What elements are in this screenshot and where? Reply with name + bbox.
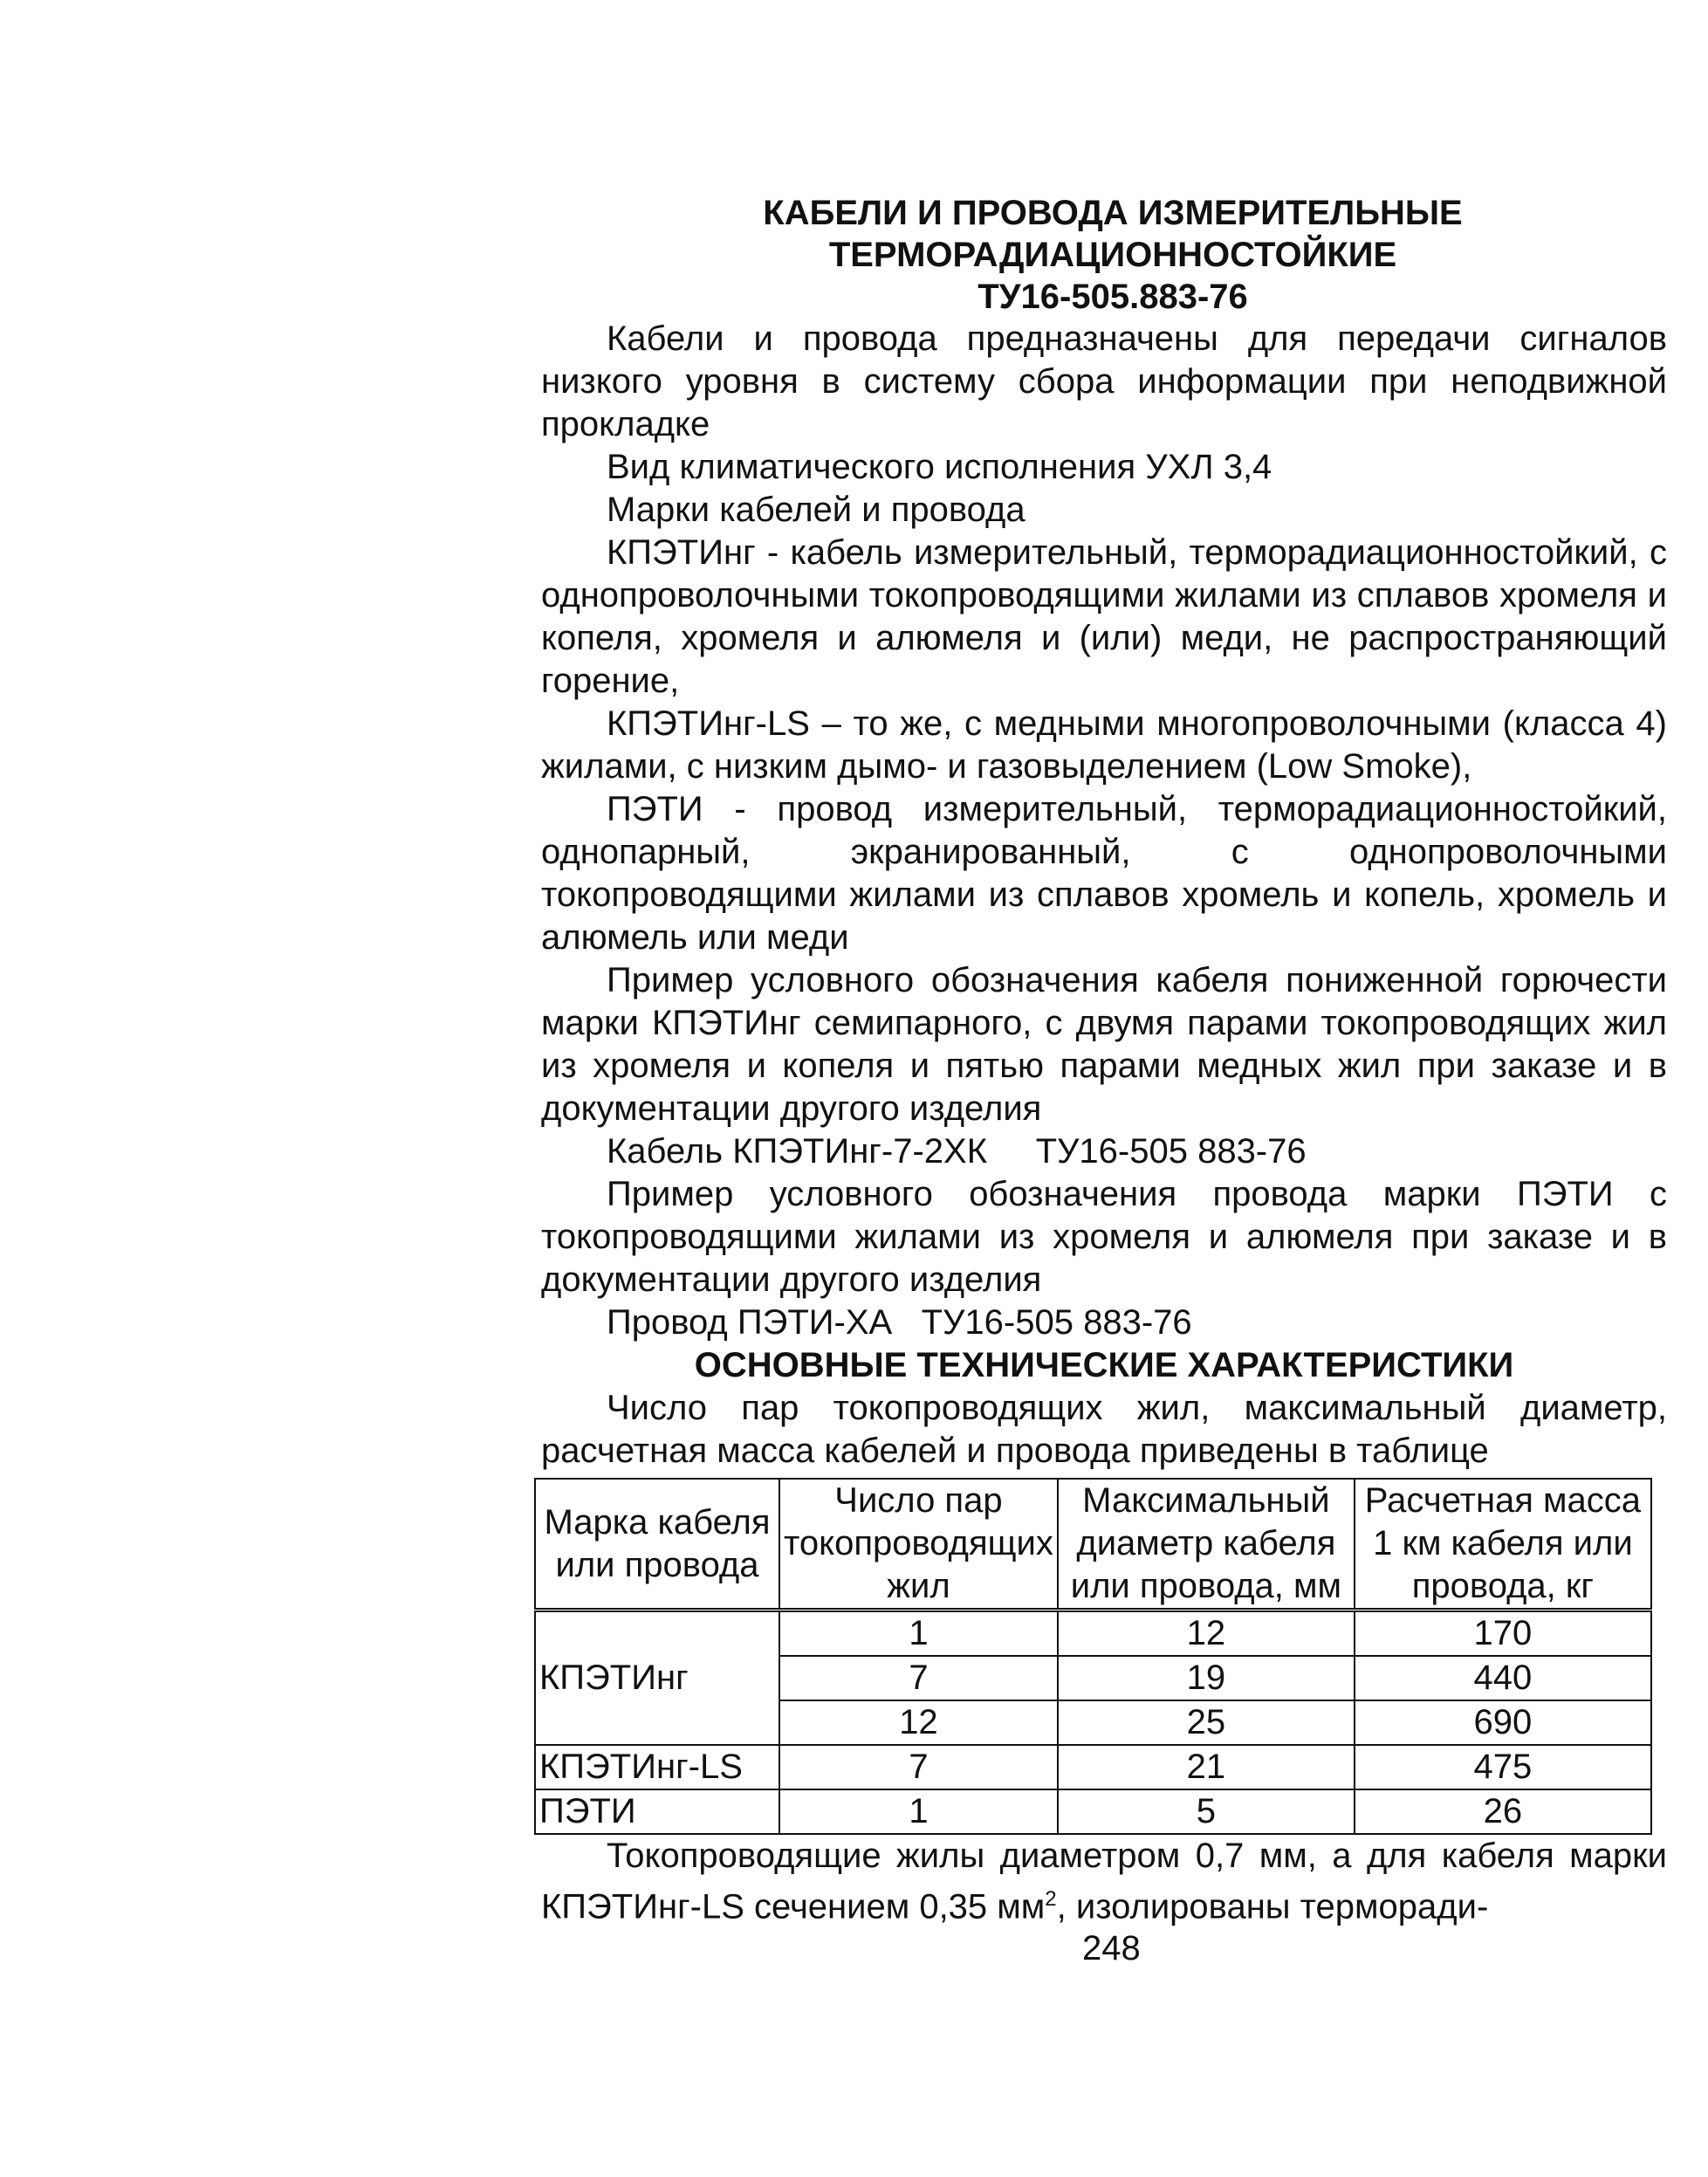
diameter-cell: 12 [1058, 1610, 1355, 1657]
mass-cell: 690 [1355, 1700, 1651, 1745]
conductors-paragraph [541, 1835, 1667, 1928]
title-line-2: ТЕРМОРАДИАЦИОННОСТОЙКИЕ [828, 236, 1397, 274]
example-wire-paragraph: Пример условного обозначения провода марки ПЭТИ с токопроводящими жилами из хромеля и алюмеля при заказе и в документации другого изделия [541, 1175, 1667, 1299]
pairs-cell: 1 [779, 1610, 1058, 1657]
pairs-cell: 1 [779, 1789, 1058, 1834]
page-content [541, 192, 1667, 1928]
peti-description: ПЭТИ - провод измерительный, терморадиационностойкий, однопарный, экранированный, с однопроволочными токопроводящими жилами из сплавов хромель и копель, хромель и алюмель или меди [541, 790, 1667, 957]
document-title [559, 192, 1667, 318]
pairs-cell: 7 [779, 1656, 1058, 1700]
characteristics-table [534, 1478, 1652, 1835]
table-row [535, 1610, 1651, 1657]
kpeting-description: КПЭТИнг - кабель измерительный, терморадиационностойкий, с однопроволочными токопроводящими жилами из сплавов хромеля и копеля, хромеля и алюмеля и (или) меди, не распространяющий горение, [541, 533, 1667, 700]
mass-cell: 440 [1355, 1656, 1651, 1700]
square-superscript: 2 [1045, 1887, 1057, 1911]
header-pairs: Число пар токопроводящих жил [779, 1479, 1058, 1610]
example-cable-code: Кабель КПЭТИнг-7-2ХК ТУ16-505 883-76 [607, 1132, 1307, 1171]
purpose-paragraph: Кабели и провода предназначены для передачи сигналов низкого уровня в систему сбора информации при неподвижной прокладке [541, 319, 1667, 443]
diameter-cell: 19 [1058, 1656, 1355, 1700]
title-line-1: КАБЕЛИ И ПРОВОДА ИЗМЕРИТЕЛЬНЫЕ [763, 194, 1463, 232]
diameter-cell: 25 [1058, 1700, 1355, 1745]
header-brand: Марка кабеля или провода [535, 1479, 779, 1610]
conductors-text-a: Токопроводящие жилы диаметром 0,7 мм, а для кабеля марки КПЭТИнг-LS сечением 0,35 мм [541, 1837, 1667, 1926]
table-header-row [535, 1479, 1651, 1610]
pairs-cell: 7 [779, 1745, 1058, 1789]
diameter-cell: 21 [1058, 1745, 1355, 1789]
kpeting-ls-description: КПЭТИнг-LS – то же, с медными многопроволочными (класса 4) жилами, с низким дымо- и газовыделением (Low Smoke), [541, 704, 1667, 786]
conductors-text-b: , изолированы терморади- [1056, 1887, 1489, 1926]
title-standard: ТУ16-505.883-76 [977, 278, 1248, 316]
page-number: 248 [1082, 1929, 1141, 1968]
mass-cell: 26 [1355, 1789, 1651, 1834]
pairs-cell: 12 [779, 1700, 1058, 1745]
section-title: ОСНОВНЫЕ ТЕХНИЧЕСКИЕ ХАРАКТЕРИСТИКИ [694, 1346, 1514, 1384]
mass-cell: 170 [1355, 1610, 1651, 1657]
brand-cell: КПЭТИнг-LS [535, 1745, 779, 1789]
mass-cell: 475 [1355, 1745, 1651, 1789]
diameter-cell: 5 [1058, 1789, 1355, 1834]
brands-title: Марки кабелей и провода [607, 491, 1025, 529]
table-row [535, 1789, 1651, 1834]
example-cable-paragraph: Пример условного обозначения кабеля пониженной горючести марки КПЭТИнг семипарного, с двумя парами токопроводящих жил из хромеля и копеля и пятью парами медных жил при заказе и в документации другого изделия [541, 961, 1667, 1128]
table-intro: Число пар токопроводящих жил, максимальный диаметр, расчетная масса кабелей и провода приведены в таблице [541, 1389, 1667, 1470]
climate-paragraph: Вид климатического исполнения УХЛ 3,4 [607, 448, 1272, 486]
header-mass: Расчетная масса 1 км кабеля или провода, кг [1355, 1479, 1651, 1610]
brand-cell: КПЭТИнг [535, 1610, 779, 1746]
table-row [535, 1745, 1651, 1789]
header-diameter: Максимальный диаметр кабеля или провода, мм [1058, 1479, 1355, 1610]
example-wire-code: Провод ПЭТИ-ХА ТУ16-505 883-76 [607, 1303, 1192, 1342]
brand-cell: ПЭТИ [535, 1789, 779, 1834]
